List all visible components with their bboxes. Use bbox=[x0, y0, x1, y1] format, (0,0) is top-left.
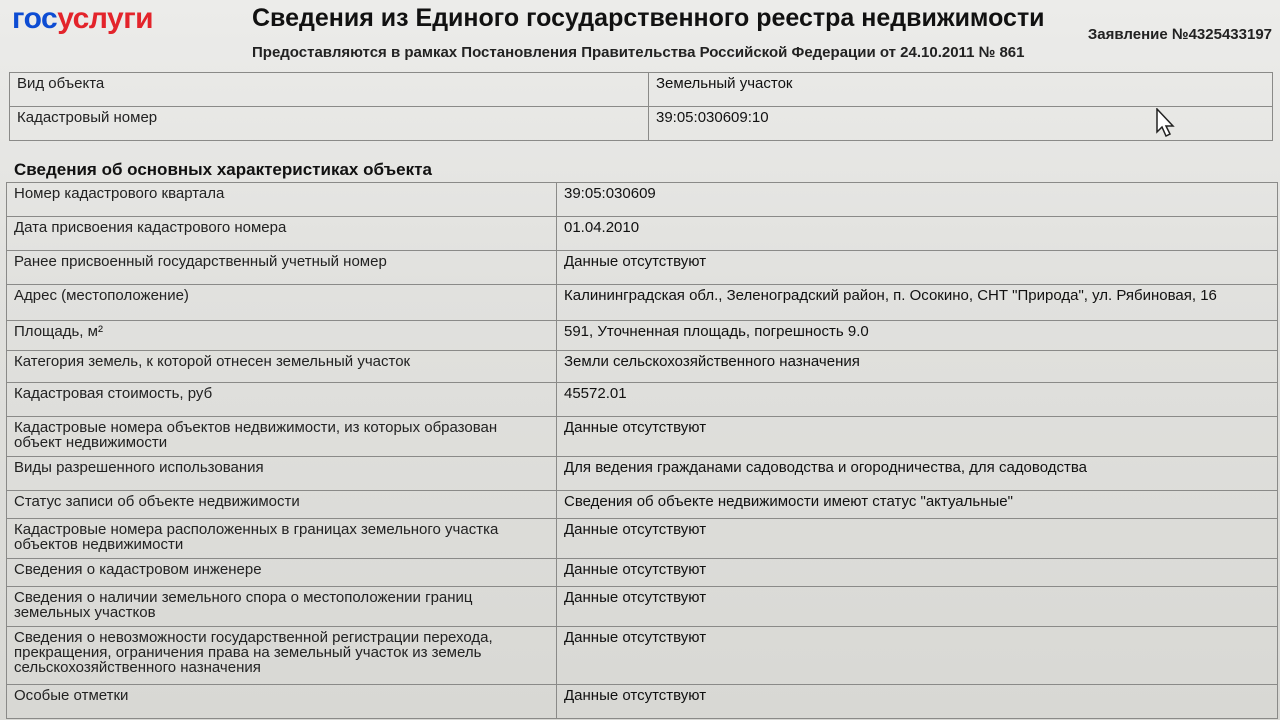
mouse-cursor-icon bbox=[1155, 108, 1175, 138]
row-value: Данные отсутствуют bbox=[557, 417, 1278, 457]
table-row bbox=[7, 685, 1278, 719]
row-label: Кадастровый номер bbox=[10, 107, 649, 141]
row-label: Площадь, м² bbox=[7, 321, 557, 351]
row-label: Сведения о наличии земельного спора о местоположении границ земельных участков bbox=[7, 587, 557, 627]
row-value: Сведения об объекте недвижимости имеют статус "актуальные" bbox=[557, 491, 1278, 519]
row-label: Вид объекта bbox=[10, 73, 649, 107]
row-label: Сведения о невозможности государственной регистрации перехода, прекращения, ограничения права на земельный участок из земель сельскохозяйственного назначения bbox=[7, 627, 557, 685]
logo-part-gos: гос bbox=[12, 2, 58, 35]
row-value: Земли сельскохозяйственного назначения bbox=[557, 351, 1278, 383]
row-value: 591, Уточненная площадь, погрешность 9.0 bbox=[557, 321, 1278, 351]
row-label: Кадастровая стоимость, руб bbox=[7, 383, 557, 417]
row-value: Данные отсутствуют bbox=[557, 251, 1278, 285]
table-row bbox=[7, 491, 1278, 519]
row-value: 01.04.2010 bbox=[557, 217, 1278, 251]
document-title: Сведения из Единого государственного реестра недвижимости bbox=[252, 4, 1045, 32]
row-label: Категория земель, к которой отнесен земельный участок bbox=[7, 351, 557, 383]
row-label: Дата присвоения кадастрового номера bbox=[7, 217, 557, 251]
row-value: Данные отсутствуют bbox=[557, 685, 1278, 719]
section-title: Сведения об основных характеристиках объекта bbox=[14, 160, 432, 179]
table-row bbox=[10, 73, 1273, 107]
row-value: Данные отсутствуют bbox=[557, 559, 1278, 587]
gosuslugi-logo[interactable] bbox=[12, 2, 153, 36]
table-row bbox=[7, 285, 1278, 321]
table-row bbox=[7, 519, 1278, 559]
row-label: Особые отметки bbox=[7, 685, 557, 719]
row-label: Кадастровые номера расположенных в границах земельного участка объектов недвижимости bbox=[7, 519, 557, 559]
request-number: Заявление №4325433197 bbox=[1087, 26, 1272, 43]
row-value: Для ведения гражданами садоводства и огородничества, для садоводства bbox=[557, 457, 1278, 491]
table-row bbox=[7, 417, 1278, 457]
table-row bbox=[7, 217, 1278, 251]
row-value: 39:05:030609 bbox=[557, 183, 1278, 217]
row-value: Данные отсутствуют bbox=[557, 519, 1278, 559]
row-label: Виды разрешенного использования bbox=[7, 457, 557, 491]
characteristics-table bbox=[6, 182, 1278, 719]
table-row bbox=[7, 559, 1278, 587]
row-value: 45572.01 bbox=[557, 383, 1278, 417]
row-label: Адрес (местоположение) bbox=[7, 285, 557, 321]
table-row bbox=[10, 107, 1273, 141]
row-value: 39:05:030609:10 bbox=[648, 107, 1272, 141]
document-subtitle: Предоставляются в рамках Постановления Правительства Российской Федерации от 24.10.2011 № 861 bbox=[252, 44, 1025, 61]
row-label: Статус записи об объекте недвижимости bbox=[7, 491, 557, 519]
row-value: Калининградская обл., Зеленоградский район, п. Осокино, СНТ "Природа", ул. Рябиновая, 16 bbox=[557, 285, 1278, 321]
logo-part-uslugi: услуги bbox=[57, 2, 154, 35]
object-table bbox=[9, 72, 1273, 141]
table-row bbox=[7, 251, 1278, 285]
row-value: Земельный участок bbox=[648, 73, 1272, 107]
table-row bbox=[7, 587, 1278, 627]
table-row bbox=[7, 383, 1278, 417]
row-label: Сведения о кадастровом инженере bbox=[7, 559, 557, 587]
row-label: Номер кадастрового квартала bbox=[7, 183, 557, 217]
row-label: Ранее присвоенный государственный учетный номер bbox=[7, 251, 557, 285]
table-row bbox=[7, 183, 1278, 217]
table-row bbox=[7, 321, 1278, 351]
table-row bbox=[7, 351, 1278, 383]
row-value: Данные отсутствуют bbox=[557, 627, 1278, 685]
row-value: Данные отсутствуют bbox=[557, 587, 1278, 627]
table-row bbox=[7, 457, 1278, 491]
row-label: Кадастровые номера объектов недвижимости, из которых образован объект недвижимости bbox=[7, 417, 557, 457]
table-row bbox=[7, 627, 1278, 685]
